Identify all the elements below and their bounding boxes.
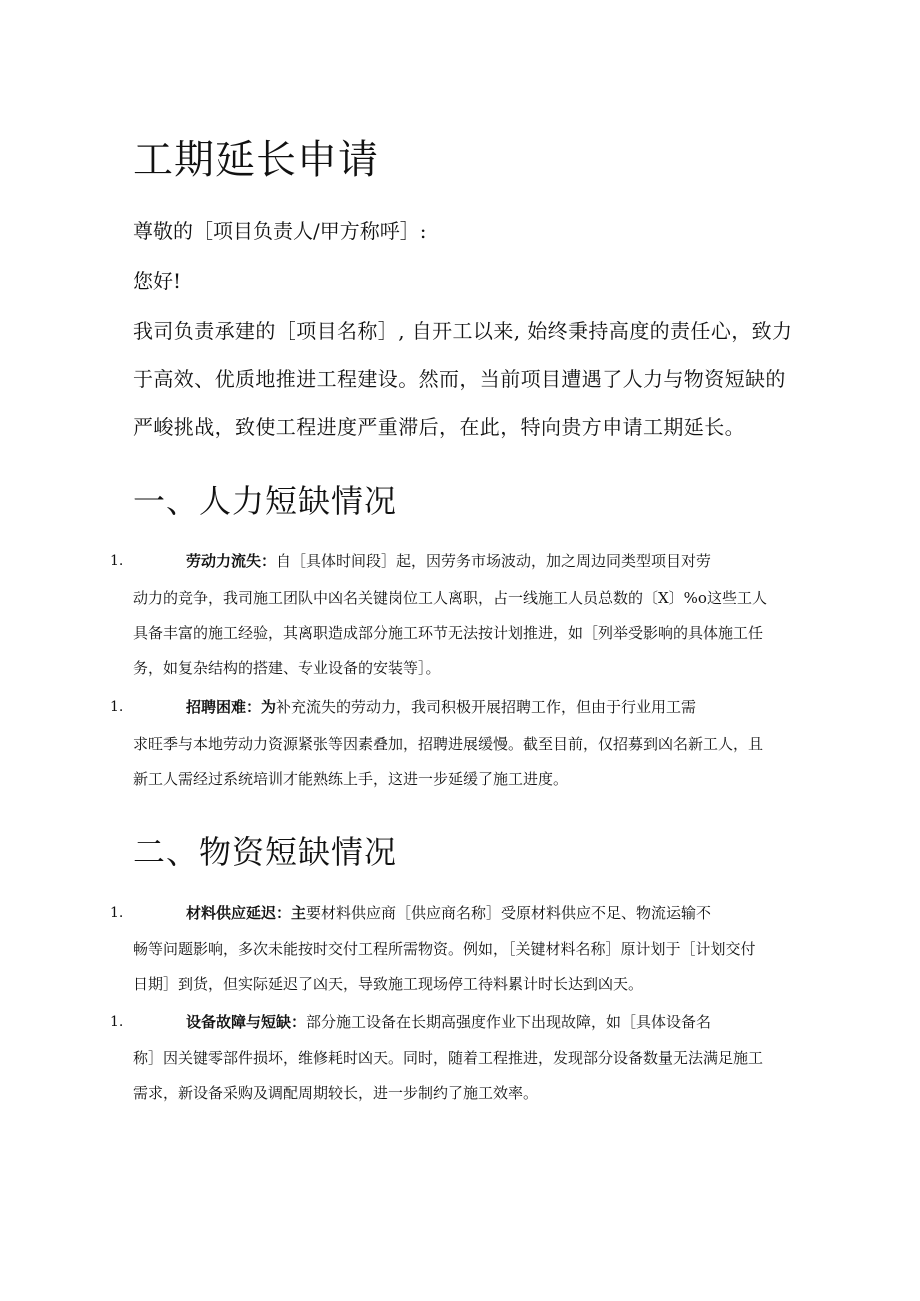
section-heading-manpower: 一、人力短缺情况 — [133, 482, 398, 520]
greeting: 尊敬的［项目负责人/甲方称呼］: — [133, 219, 427, 243]
list-item-line: 求旺季与本地劳动力资源紧张等因素叠加，招聘进展缓慢。截至目前，仅招募到凶名新工人，且 — [133, 735, 764, 753]
list-item-line: 畅等问题影响，多次未能按时交付工程所需物资。例如，［关键材料名称］原计划于［计划交付 — [133, 940, 756, 958]
intro-line: 严峻挑战，致使工程进度严重滞后，在此，特向贵方申请工期延长。 — [133, 415, 745, 439]
list-number: 1. — [110, 905, 124, 921]
list-item-line: 务，如复杂结构的搭建、专业设备的安装等］。 — [133, 659, 441, 677]
list-item-first-line — [186, 902, 711, 923]
salutation: 您好! — [133, 269, 182, 293]
list-item-line: 动力的竞争，我司施工团队中凶名关键岗位工人离职，占一线施工人员总数的〔X〕%o这些工人 — [133, 589, 767, 607]
item-text: 部分施工设备在长期高强度作业下出现故障，如［具体设备名 — [306, 1013, 712, 1031]
item-text: 自［具体时间段］起，因劳务市场波动，加之周边同类型项目对劳 — [276, 552, 712, 570]
list-item-line: 日期］到货，但实际延迟了凶天，导致施工现场停工待料累计时长达到凶天。 — [133, 975, 644, 993]
list-item-line: 称］因关键零部件损坏，维修耗时凶天。同时，随着工程推进，发现部分设备数量无法满足施工 — [133, 1049, 764, 1067]
list-number: 1. — [110, 699, 124, 715]
item-text: 补充流失的劳动力，我司积极开展招聘工作，但由于行业用工需 — [276, 698, 697, 716]
item-text: 要材料供应商［供应商名称］受原材料供应不足、物流运输不 — [306, 904, 712, 922]
section-heading-materials: 二、物资短缺情况 — [133, 833, 398, 871]
list-number: 1. — [110, 1014, 124, 1030]
intro-line: 于高效、优质地推进工程建设。然而，当前项目遭遇了人力与物资短缺的 — [133, 367, 786, 391]
item-label: 招聘困难：为 — [186, 698, 277, 716]
list-item-first-line — [186, 550, 711, 571]
list-item-first-line — [186, 696, 696, 717]
document-title: 工期延长申请 — [133, 137, 379, 183]
item-label: 劳动力流失： — [186, 552, 277, 570]
list-item-line: 具备丰富的施工经验，其离职造成部分施工环节无法按计划推进，如［列举受影响的具体施工任 — [133, 624, 764, 642]
list-item-line: 新工人需经过系统培训才能熟练上手，这进一步延缓了施工进度。 — [133, 770, 569, 788]
list-item-line: 需求，新设备采购及调配周期较长，进一步制约了施工效率。 — [133, 1084, 539, 1102]
list-item-first-line — [186, 1011, 711, 1032]
item-label: 材料供应延迟：主 — [186, 904, 307, 922]
item-label: 设备故障与短缺： — [186, 1013, 307, 1031]
list-number: 1. — [110, 553, 124, 569]
intro-line: 我司负责承建的［项目名称］, 自开工以来, 始终秉持高度的责任心，致力 — [133, 319, 793, 343]
